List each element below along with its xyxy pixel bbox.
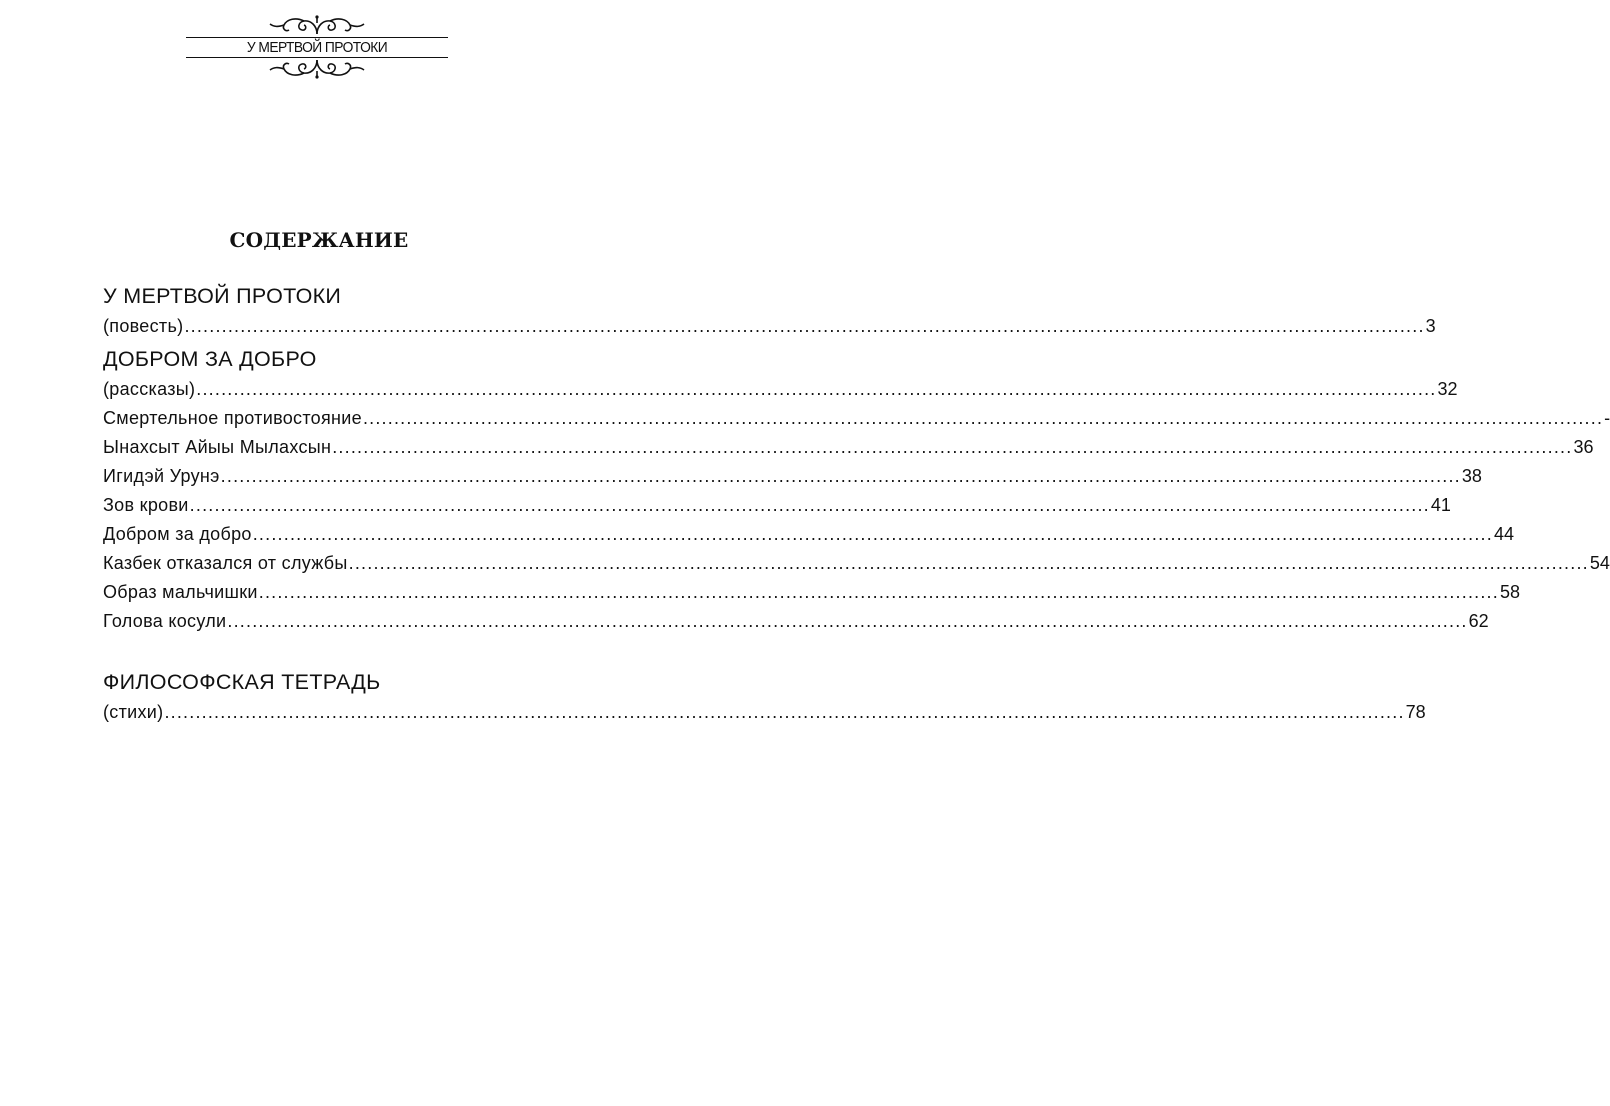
scroll-ornament-icon bbox=[186, 58, 448, 80]
toc-entry[interactable] bbox=[103, 312, 1436, 341]
toc-entry-page: 44 bbox=[1493, 524, 1514, 544]
toc-section-title: У МЕРТВОЙ ПРОТОКИ bbox=[103, 284, 342, 308]
toc-entry[interactable] bbox=[103, 549, 1610, 578]
dot-leader: ........................................................................................................................................................................................................ bbox=[196, 379, 1437, 399]
toc-entry-page: 58 bbox=[1499, 582, 1520, 602]
running-header bbox=[186, 14, 448, 80]
toc-entry-page: 32 bbox=[1437, 379, 1458, 399]
dot-leader: ........................................................................................................................................................................................................ bbox=[348, 553, 1589, 573]
toc-section-title: ФИЛОСОФСКАЯ ТЕТРАДЬ bbox=[103, 670, 381, 694]
dot-leader: ........................................................................................................................................................................................................ bbox=[184, 316, 1425, 336]
dot-leader: ........................................................................................................................................................................................................ bbox=[362, 408, 1604, 428]
toc-entry-title: Игидэй Урунэ bbox=[103, 466, 220, 486]
toc-entry[interactable] bbox=[103, 520, 1514, 549]
toc-entry-page: 54 bbox=[1589, 553, 1610, 573]
dot-leader: ........................................................................................................................................................................................................ bbox=[189, 495, 1430, 515]
dot-leader: ........................................................................................................................................................................................................ bbox=[258, 582, 1499, 602]
scroll-ornament-icon bbox=[186, 14, 448, 36]
toc-entry[interactable] bbox=[103, 578, 1520, 607]
dot-leader: ........................................................................................................................................................................................................ bbox=[220, 466, 1461, 486]
toc-entry-page: - bbox=[1604, 408, 1610, 428]
toc-entry[interactable] bbox=[103, 698, 1426, 727]
dot-leader: ........................................................................................................................................................................................................ bbox=[227, 611, 1468, 631]
toc-entry[interactable] bbox=[103, 607, 1489, 636]
toc-entry-page: 36 bbox=[1573, 437, 1594, 457]
dot-leader: ........................................................................................................................................................................................................ bbox=[332, 437, 1573, 457]
toc-entry-title: Смертельное противостояние bbox=[103, 408, 362, 428]
dot-leader: ........................................................................................................................................................................................................ bbox=[252, 524, 1493, 544]
toc-entry-page: 3 bbox=[1425, 316, 1436, 336]
toc-entry-page: 41 bbox=[1430, 495, 1451, 515]
toc-entry-title: Зов крови bbox=[103, 495, 189, 515]
toc-entry-title: Голова косули bbox=[103, 611, 227, 631]
toc-entry-title: Образ мальчишки bbox=[103, 582, 258, 602]
toc-entry-title: Добром за добро bbox=[103, 524, 252, 544]
contents-heading: СОДЕРЖАНИЕ bbox=[229, 228, 409, 252]
toc-entry-page: 78 bbox=[1405, 702, 1426, 722]
toc-entry-title: Ынахсыт Айыы Мылахсын bbox=[103, 437, 332, 457]
running-header-title: У МЕРТВОЙ ПРОТОКИ bbox=[246, 39, 388, 56]
toc-entry-title: (повесть) bbox=[103, 316, 184, 336]
toc-entry[interactable] bbox=[103, 433, 1594, 462]
toc-entry[interactable] bbox=[103, 491, 1451, 520]
toc-section-title: ДОБРОМ ЗА ДОБРО bbox=[103, 347, 317, 371]
toc-entry-title: (стихи) bbox=[103, 702, 164, 722]
dot-leader: ........................................................................................................................................................................................................ bbox=[164, 702, 1405, 722]
table-of-contents bbox=[103, 280, 1610, 727]
toc-entry-title: (рассказы) bbox=[103, 379, 196, 399]
toc-entry-page: 38 bbox=[1461, 466, 1482, 486]
toc-entry-page: 62 bbox=[1468, 611, 1489, 631]
toc-entry[interactable] bbox=[103, 462, 1482, 491]
toc-entry[interactable] bbox=[103, 404, 1610, 433]
toc-entry[interactable] bbox=[103, 375, 1458, 404]
toc-entry-title: Казбек отказался от службы bbox=[103, 553, 348, 573]
